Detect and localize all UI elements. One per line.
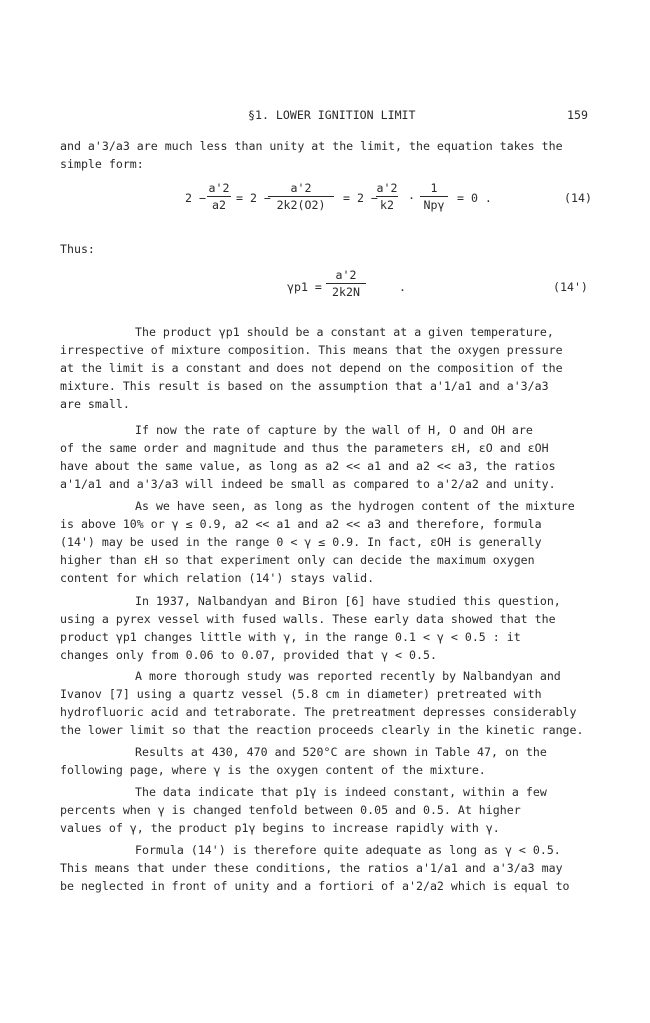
eq14-eq-1: = 2 −	[236, 191, 271, 205]
eq14-dot: ·	[408, 191, 415, 205]
eq14p-lhs: γp1 =	[287, 280, 322, 294]
intro-line-2: simple form:	[60, 157, 144, 171]
paragraph-line: product γp1 changes little with γ, in the range 0.1 < γ < 0.5 : it	[60, 630, 521, 644]
intro-line-1: and a'3/a3 are much less than unity at the limit, the equation takes the	[60, 139, 563, 153]
eq14-frac-4	[420, 181, 448, 212]
paragraph-line: at the limit is a constant and does not depend on the composition of the	[60, 361, 563, 375]
paragraph-line: The data indicate that p1γ is indeed constant, within a few	[135, 785, 547, 799]
paragraph-line: values of γ, the product p1γ begins to increase rapidly with γ.	[60, 821, 500, 835]
paragraph-line: hydrofluoric acid and tetraborate. The pretreatment depresses considerably	[60, 705, 577, 719]
paragraph-line: Ivanov [7] using a quartz vessel (5.8 cm in diameter) pretreated with	[60, 687, 542, 701]
eq14p-frac-den: 2k2N	[332, 285, 360, 299]
paragraph-line: Formula (14') is therefore quite adequate as long as γ < 0.5.	[135, 843, 561, 857]
fraction-bar	[420, 196, 448, 197]
paragraph-line: have about the same value, as long as a2 << a1 and a2 << a3, the ratios	[60, 459, 556, 473]
paragraph-line: are small.	[60, 397, 130, 411]
paragraph-line: A more thorough study was reported recently by Nalbandyan and	[135, 669, 561, 683]
eq14-frac-1-den: a2	[212, 198, 226, 212]
fraction-bar	[376, 196, 398, 197]
running-header	[0, 108, 650, 124]
paragraph-line: percents when γ is changed tenfold between 0.05 and 0.5. At higher	[60, 803, 521, 817]
paragraph-line: The product γp1 should be a constant at a given temperature,	[135, 325, 554, 339]
page-number: 159	[567, 108, 588, 122]
eq14p-frac	[326, 268, 366, 299]
paragraph-line: Results at 430, 470 and 520°C are shown in Table 47, on the	[135, 745, 547, 759]
eq14-frac-3-num: a'2	[376, 181, 398, 195]
paragraph-line: using a pyrex vessel with fused walls. These early data showed that the	[60, 612, 556, 626]
eq14p-dot: .	[399, 280, 406, 294]
paragraph-line: changes only from 0.06 to 0.07, provided that γ < 0.5.	[60, 648, 437, 662]
thus-label: Thus:	[60, 242, 95, 256]
paragraph-line: (14') may be used in the range 0 < γ ≤ 0.9. In fact, εOH is generally	[60, 535, 542, 549]
paragraph-line: irrespective of mixture composition. This means that the oxygen pressure	[60, 343, 563, 357]
paragraph-line: higher than εH so that experiment only can decide the maximum oxygen	[60, 553, 535, 567]
eq14-rhs: = 0 .	[457, 191, 492, 205]
eq14-frac-4-den: Npγ	[423, 198, 445, 212]
paragraph-line: following page, where γ is the oxygen content of the mixture.	[60, 763, 486, 777]
eq14p-number: (14')	[553, 280, 588, 294]
eq14-frac-2-den: 2k2(O2)	[276, 198, 326, 212]
eq14-frac-3	[376, 181, 398, 212]
fraction-bar	[268, 196, 334, 197]
eq14-frac-1-num: a'2	[208, 181, 230, 195]
fraction-bar	[207, 196, 231, 197]
eq14-lhs: 2 −	[185, 191, 206, 205]
paragraph-line: content for which relation (14') stays valid.	[60, 571, 375, 585]
eq14-eq-2: = 2 −	[343, 191, 378, 205]
eq14-frac-2-num: a'2	[290, 181, 312, 195]
paragraph-line: of the same order and magnitude and thus the parameters εH, εO and εOH	[60, 441, 549, 455]
fraction-bar	[326, 283, 366, 284]
eq14-frac-2	[268, 181, 334, 212]
eq14-frac-1	[207, 181, 231, 212]
paragraph-line: As we have seen, as long as the hydrogen content of the mixture	[135, 499, 575, 513]
paragraph-line: be neglected in front of unity and a fortiori of a'2/a2 which is equal to	[60, 879, 570, 893]
eq14p-frac-num: a'2	[335, 268, 357, 282]
paragraph-line: mixture. This result is based on the assumption that a'1/a1 and a'3/a3	[60, 379, 549, 393]
section-title: §1. LOWER IGNITION LIMIT	[248, 108, 416, 122]
paragraph-line: is above 10% or γ ≤ 0.9, a2 << a1 and a2 << a3 and therefore, formula	[60, 517, 542, 531]
paragraph-line: a'1/a1 and a'3/a3 will indeed be small as compared to a'2/a2 and unity.	[60, 477, 556, 491]
eq14-frac-4-num: 1	[430, 181, 438, 195]
paragraph-line: This means that under these conditions, the ratios a'1/a1 and a'3/a3 may	[60, 861, 563, 875]
paragraph-line: the lower limit so that the reaction proceeds clearly in the kinetic range.	[60, 723, 584, 737]
paragraph-line: If now the rate of capture by the wall of H, O and OH are	[135, 423, 533, 437]
paragraph-line: In 1937, Nalbandyan and Biron [6] have studied this question,	[135, 594, 561, 608]
eq14-frac-3-den: k2	[380, 198, 394, 212]
eq14-number: (14)	[564, 191, 592, 205]
